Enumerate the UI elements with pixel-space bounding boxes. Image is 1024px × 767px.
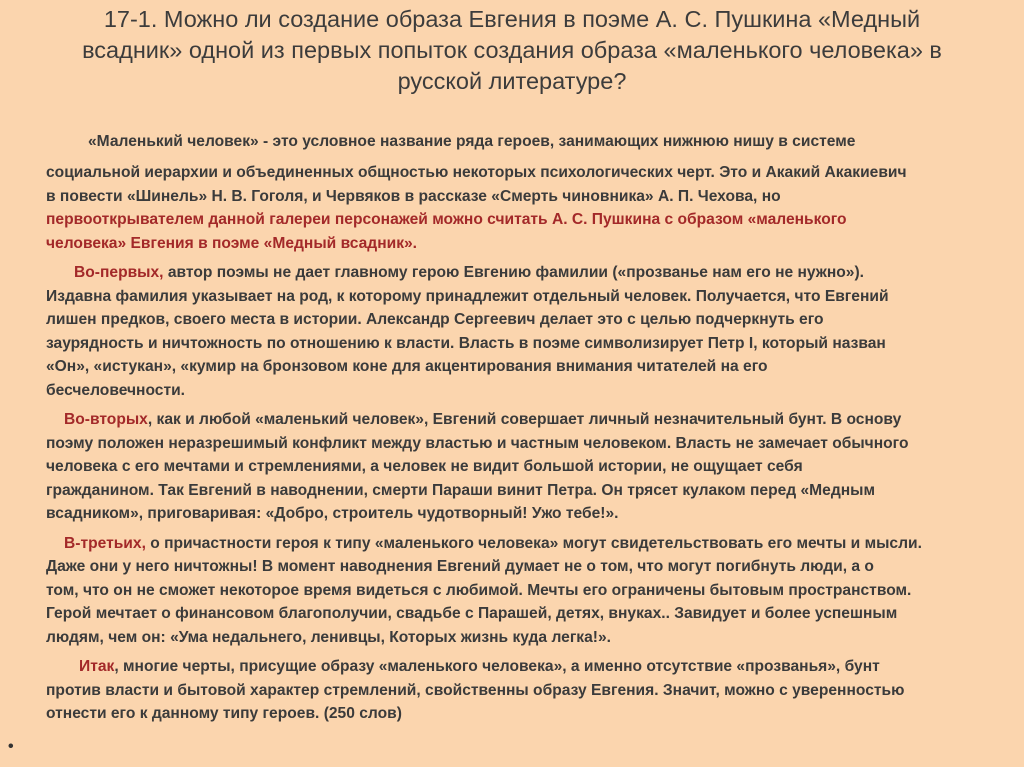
intro-paragraph <box>46 128 1024 255</box>
highlighted-text-line: первооткрывателем данной галереи персонажей можно считать А. С. Пушкина с образом «маленького <box>46 211 847 228</box>
text-line: поэму положен неразрешимый конфликт между властью и частным человеком. Власть не замечает обычного <box>46 434 909 452</box>
text-line: Герой мечтает о финансовом благополучии, свадьбе с Парашей, детях, внуках.. Завидует и более успешным <box>46 605 898 622</box>
essay-body <box>46 128 1024 726</box>
text-line: лишен предков, своего места в истории. Александр Сергеевич делает это с целью подчеркнуть его <box>46 311 824 328</box>
text-line: Издавна фамилия указывает на род, к которому принадлежит отдельный человек. Получается, что Евгений <box>46 287 889 305</box>
paragraph-first <box>46 261 1024 402</box>
text-line <box>46 655 1024 679</box>
title-line: 17-1. Можно ли создание образа Евгения в поэме А. С. Пушкина «Медный <box>103 6 921 32</box>
paragraph-lead: В-третьих, <box>64 534 146 552</box>
highlighted-text-line: человека» Евгения в поэме «Медный всадник». <box>46 234 418 252</box>
page-title <box>60 4 964 97</box>
text-line: человека с его мечтами и стремлениями, а человек не видит большой истории, не ощущает себя <box>46 458 803 475</box>
text-line: против власти и бытовой характер стремлений, свойственны образу Евгения. Значит, можно с уверенностью <box>46 681 905 699</box>
text-line: «Он», «истукан», «кумир на бронзовом коне для акцентирования внимания читателей на его <box>46 358 768 375</box>
paragraph-conclusion <box>46 655 1024 726</box>
text-line: том, что он не сможет некоторое время видеться с любимой. Мечты его ограничены бытовым пространством. <box>46 581 912 599</box>
text-fragment: о причастности героя к типу «маленького человека» могут свидетельствовать его мечты и мысли. <box>145 534 922 552</box>
text-line <box>46 532 1024 556</box>
paragraph-lead: Во-первых, <box>74 264 164 281</box>
text-fragment: , многие черты, присущие образу «маленького человека», а именно отсутствие «прозванья», бунт <box>114 658 880 675</box>
text-fragment: , как и любой «маленький человек», Евгений совершает личный незначительный бунт. В основу <box>147 411 902 428</box>
text-line: заурядность и ничтожность по отношению к власти. Власть в поэме символизирует Петр I, который назван <box>46 334 886 352</box>
text-line: бесчеловечности. <box>46 381 186 399</box>
paragraph-second <box>46 408 1024 526</box>
title-line: русской литературе? <box>397 68 627 94</box>
text-line: Даже они у него ничтожны! В момент наводнения Евгений думает не о том, что могут погибнуть люди, а о <box>46 558 874 575</box>
text-line: гражданином. Так Евгений в наводнении, смерти Параши винит Петра. Он трясет кулаком перед «Медным <box>46 481 876 499</box>
text-line: «Маленький человек» - это условное название ряда героев, занимающих нижнюю нишу в системе <box>88 133 856 150</box>
paragraph-lead: Во-вторых <box>64 411 148 428</box>
text-line: всадником», приговаривая: «Добро, строитель чудотворный! Ужо тебе!». <box>46 505 619 522</box>
title-line: всадник» одной из первых попыток создания образа «маленького человека» в <box>82 37 942 63</box>
paragraph-third <box>46 532 1024 650</box>
text-line <box>46 408 1024 432</box>
text-line: людям, чем он: «Ума недальнего, ленивцы, Которых жизнь куда легка!». <box>46 628 611 646</box>
text-line: социальной иерархии и объединенных общностью некоторых психологических черт. Это и Акакий Акакиевич <box>46 164 907 181</box>
text-line <box>46 261 1024 285</box>
text-line: в повести «Шинель» Н. В. Гоголя, и Червяков в рассказе «Смерть чиновника» А. П. Чехова, но <box>46 187 781 205</box>
text-fragment: автор поэмы не дает главному герою Евгению фамилии («прозванье нам его не нужно»). <box>163 264 864 281</box>
paragraph-lead: Итак <box>79 658 115 675</box>
bullet-point: • <box>8 738 14 755</box>
text-line: отнести его к данному типу героев. (250 слов) <box>46 705 402 722</box>
